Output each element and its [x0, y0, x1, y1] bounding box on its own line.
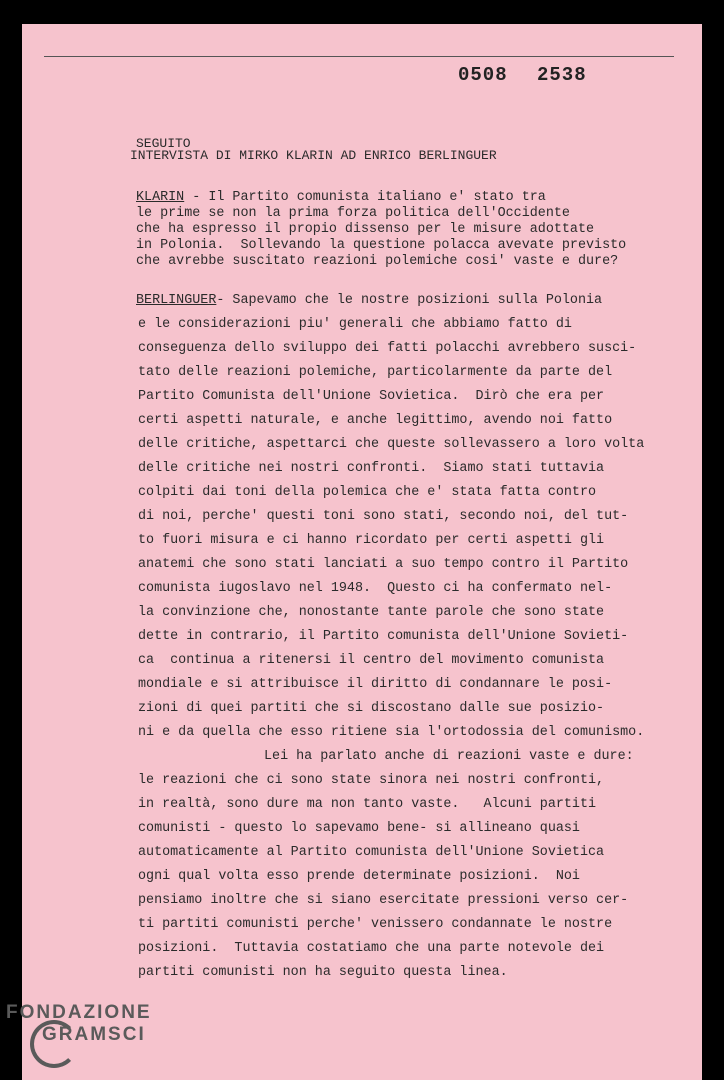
- answer-line: la convinzione che, nonostante tante parole che sono state: [138, 605, 605, 620]
- answer-line: zioni di quei partiti che si discostano dalle sue posizio-: [138, 701, 605, 716]
- watermark-line2: GRAMSCI: [42, 1024, 146, 1045]
- heading-seguito: SEGUITO: [136, 136, 191, 151]
- answer-line: e le considerazioni piu' generali che abbiamo fatto di: [138, 317, 572, 332]
- heading-title: INTERVISTA DI MIRKO KLARIN AD ENRICO BERLINGUER: [130, 148, 497, 163]
- answer-line: dette in contrario, il Partito comunista dell'Unione Sovieti-: [138, 629, 629, 644]
- answer-line: delle critiche nei nostri confronti. Siamo stati tuttavia: [138, 461, 605, 476]
- question-line-0: - Il Partito comunista italiano e' stato tra: [184, 190, 546, 205]
- answer-line: to fuori misura e ci hanno ricordato per certi aspetti gli: [138, 533, 605, 548]
- paragraph2-line: ogni qual volta esso prende determinate posizioni. Noi: [138, 869, 580, 884]
- top-rule: [44, 56, 674, 57]
- question-line-2: che ha espresso il propio dissenso per le misure adottate: [136, 222, 595, 237]
- paragraph2-line: in realtà, sono dure ma non tanto vaste. Alcuni partiti: [138, 797, 597, 812]
- answer-line: delle critiche, aspettarci che queste sollevassero a loro volta: [138, 437, 645, 452]
- answer-line: comunista iugoslavo nel 1948. Questo ci ha confermato nel-: [138, 581, 613, 596]
- answer-line: conseguenza dello sviluppo dei fatti polacchi avrebbero susci-: [138, 341, 637, 356]
- answer-line: di noi, perche' questi toni sono stati, secondo noi, del tut-: [138, 509, 629, 524]
- paragraph2-line: automaticamente al Partito comunista dell'Unione Sovietica: [138, 845, 605, 860]
- paragraph2-line: partiti comunisti non ha seguito questa linea.: [138, 965, 508, 980]
- document-page: [22, 24, 702, 1080]
- paragraph2-line: Lei ha parlato anche di reazioni vaste e dure:: [264, 749, 634, 764]
- paragraph2-line: ti partiti comunisti perche' venissero condannate le nostre: [138, 917, 613, 932]
- watermark-line1: FONDAZIONE: [6, 1002, 152, 1023]
- document-number-left: 0508: [458, 64, 508, 86]
- question-line-1: le prime se non la prima forza politica dell'Occidente: [136, 206, 570, 221]
- answer-line: anatemi che sono stati lanciati a suo tempo contro il Partito: [138, 557, 629, 572]
- paragraph2-line: le reazioni che ci sono state sinora nei nostri confronti,: [138, 773, 605, 788]
- question-line-4: che avrebbe suscitato reazioni polemiche cosi' vaste e dure?: [136, 254, 619, 269]
- question-line-3: in Polonia. Sollevando la questione polacca avevate previsto: [136, 238, 627, 253]
- answer-first-line: [136, 293, 602, 309]
- answer-line: ca continua a ritenersi il centro del movimento comunista: [138, 653, 605, 668]
- answer-line: Partito Comunista dell'Unione Sovietica. Dirò che era per: [138, 389, 605, 404]
- paragraph2-line: comunisti - questo lo sapevamo bene- si allineano quasi: [138, 821, 580, 836]
- paragraph2-line: posizioni. Tuttavia costatiamo che una parte notevole dei: [138, 941, 605, 956]
- paragraph2-line: pensiamo inoltre che si siano esercitate pressioni verso cer-: [138, 893, 629, 908]
- answer-line: mondiale e si attribuisce il diritto di condannare le posi-: [138, 677, 613, 692]
- answer-speaker: BERLINGUER: [136, 293, 217, 308]
- answer-first-text: - Sapevamo che le nostre posizioni sulla Polonia: [216, 293, 603, 308]
- question-speaker: KLARIN: [136, 190, 185, 205]
- fondazione-gramsci-watermark: [6, 1000, 186, 1076]
- answer-line: certi aspetti naturale, e anche legittimo, avendo noi fatto: [138, 413, 613, 428]
- answer-line: colpiti dai toni della polemica che e' stata fatta contro: [138, 485, 597, 500]
- document-number-right: 2538: [537, 64, 587, 86]
- answer-line: tato delle reazioni polemiche, particolarmente da parte del: [138, 365, 613, 380]
- answer-line: ni e da quella che esso ritiene sia l'ortodossia del comunismo.: [138, 725, 645, 740]
- question-first-line: [136, 190, 546, 206]
